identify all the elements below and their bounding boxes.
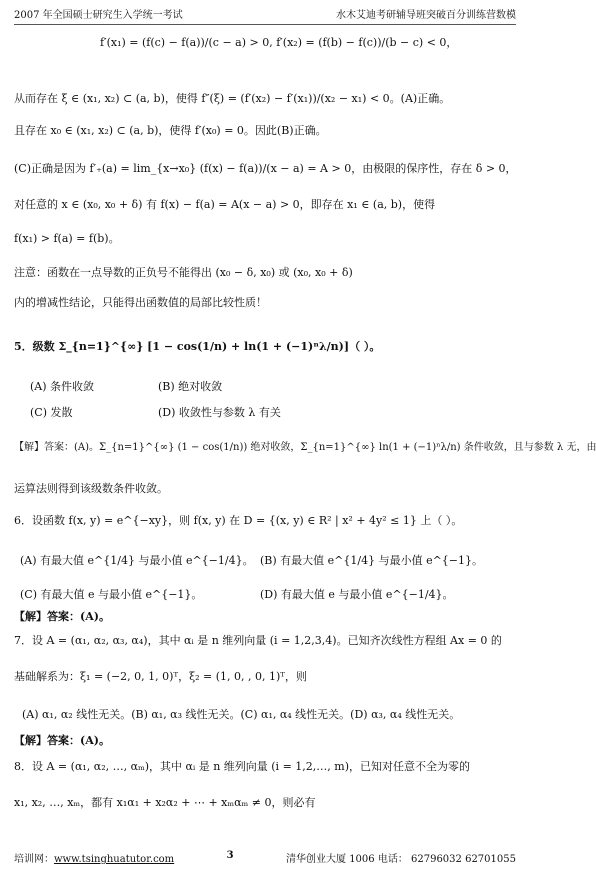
header-left: 2007 年全国硕士研究生入学统一考试 xyxy=(14,10,183,21)
text-line-2: 从而存在 ξ ∈ (x₁, x₂) ⊂ (a, b)，使得 f″(ξ) = (f′(x₂) − f′(x₁))/(x₂ − x₁) < 0。(A)正确。 xyxy=(14,92,451,105)
question-8-line-2: x₁, x₂, …, xₘ，都有 x₁α₁ + x₂α₂ + ⋯ + xₘαₘ ≠ 0，则必有 xyxy=(14,796,316,809)
question-7-line-2: 基础解系为：ξ₁ = (−2, 0, 1, 0)ᵀ，ξ₂ = (1, 0, , 0, 1)ᵀ，则 xyxy=(14,670,307,683)
text-line-1: f′(x₁) = (f(c) − f(a))/(c − a) > 0, f′(x₂) = (f(b) − f(c))/(b − c) < 0， xyxy=(100,36,458,49)
q6-option-b: (B) 有最大值 e^{1/4} 与最小值 e^{−1}。 xyxy=(260,554,484,567)
page-number: 3 xyxy=(226,850,234,861)
text-line-6: f(x₁) > f(a) = f(b)。 xyxy=(14,232,120,245)
question-7-options: (A) α₁, α₂ 线性无关。(B) α₁, α₃ 线性无关。(C) α₁, α₄ 线性无关。(D) α₃, α₄ 线性无关。 xyxy=(22,708,461,721)
text-line-8: 内的增减性结论，只能得出函数值的局部比较性质！ xyxy=(14,296,267,309)
question-7-line-1: 7．设 A = (α₁, α₂, α₃, α₄)，其中 αᵢ 是 n 维列向量 (i = 1,2,3,4)。已知齐次线性方程组 Ax = 0 的 xyxy=(14,634,502,647)
q6-option-a: (A) 有最大值 e^{1/4} 与最小值 e^{−1/4}。 xyxy=(20,554,254,567)
q5-option-b: (B) 绝对收敛 xyxy=(158,380,223,393)
text-line-5: 对任意的 x ∈ (x₀, x₀ + δ) 有 f(x) − f(a) = A(x − a) > 0，即存在 x₁ ∈ (a, b)，使得 xyxy=(14,198,436,211)
q5-option-c: (C) 发散 xyxy=(30,406,73,419)
answer-5-line-2: 运算法则得到该级数条件收敛。 xyxy=(14,482,168,495)
answer-6: 【解】答案：(A)。 xyxy=(14,610,110,623)
q6-option-c: (C) 有最大值 e 与最小值 e^{−1}。 xyxy=(20,588,203,601)
footer-contact: 清华创业大厦 1006 电话： 62796032 62701055 xyxy=(286,854,516,865)
q6-option-d: (D) 有最大值 e 与最小值 e^{−1/4}。 xyxy=(260,588,454,601)
answer-5-line-1: 【解】答案：(A)。Σ_{n=1}^{∞} (1 − cos(1/n)) 绝对收敛，Σ_{n=1}^{∞} ln(1 + (−1)ⁿλ/n) 条件收敛，且与参数 λ 无，由 xyxy=(14,442,596,453)
footer-website-link[interactable]: www.tsinghuatutor.com xyxy=(54,854,175,865)
question-6: 6．设函数 f(x, y) = e^{−xy}，则 f(x, y) 在 D = {(x, y) ∈ R² | x² + 4y² ≤ 1} 上（ ）。 xyxy=(14,514,463,527)
text-line-4: (C)正确是因为 f′₊(a) = lim_{x→x₀} (f(x) − f(a))/(x − a) = A > 0，由极限的保序性，存在 δ > 0， xyxy=(14,162,517,175)
header-right: 水木艾迪考研辅导班突破百分训练营数模 xyxy=(336,10,516,21)
question-6-options-row-1 xyxy=(20,552,516,568)
answer-7: 【解】答案：(A)。 xyxy=(14,734,110,747)
question-5-options-row-2 xyxy=(30,404,516,420)
page-footer xyxy=(14,850,516,865)
question-5: 5．级数 Σ_{n=1}^{∞} [1 − cos(1/n) + ln(1 + (−1)ⁿλ/n)]（ ）。 xyxy=(14,340,381,353)
q5-option-d: (D) 收敛性与参数 λ 有关 xyxy=(158,406,281,419)
text-line-3: 且存在 x₀ ∈ (x₁, x₂) ⊂ (a, b)，使得 f′(x₀) = 0。因此(B)正确。 xyxy=(14,124,327,137)
question-8-line-1: 8．设 A = (α₁, α₂, …, αₘ)，其中 αᵢ 是 n 维列向量 (i = 1,2,…, m)，已知对任意不全为零的 xyxy=(14,760,470,773)
footer-left xyxy=(14,850,174,865)
page-header xyxy=(14,6,516,25)
footer-site-label: 培训网： xyxy=(14,854,54,865)
question-5-options-row-1 xyxy=(30,378,516,394)
text-line-7: 注意：函数在一点导数的正负号不能得出 (x₀ − δ, x₀) 或 (x₀, x₀ + δ) xyxy=(14,266,353,279)
q5-option-a: (A) 条件收敛 xyxy=(30,380,95,393)
question-6-options-row-2 xyxy=(20,586,516,602)
